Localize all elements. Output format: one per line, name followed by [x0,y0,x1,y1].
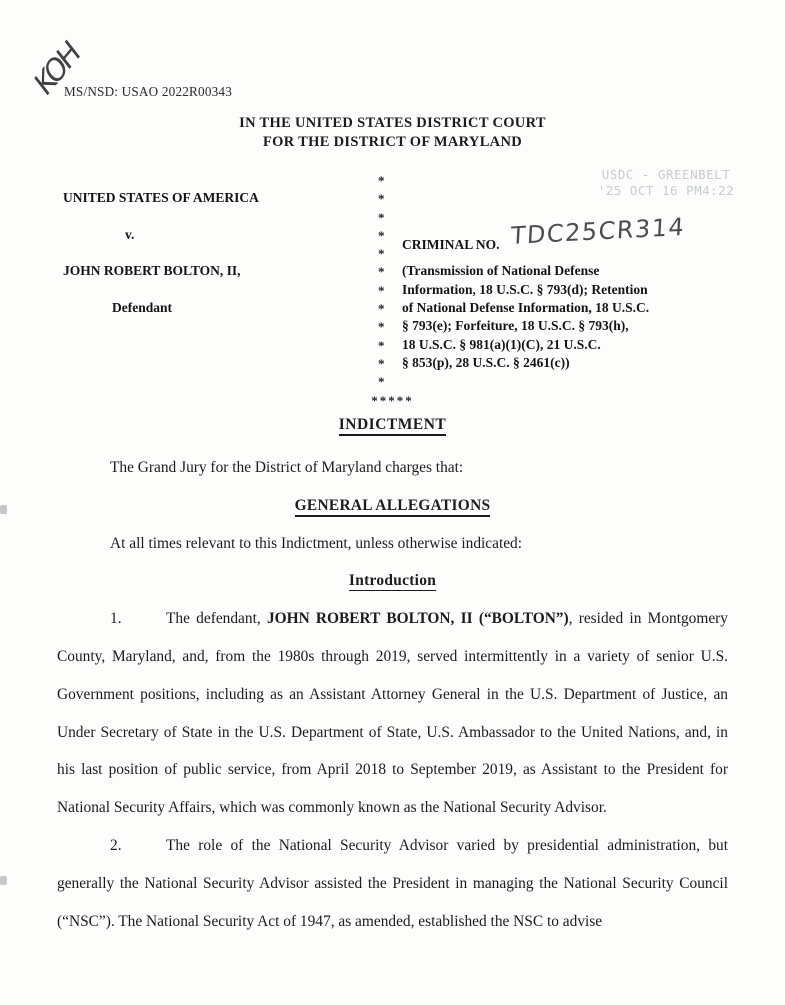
caption-star: * [378,282,385,298]
caption-star: * [378,191,385,207]
caption-row [0,300,785,318]
caption-star: * [378,173,385,188]
caption-star: * [378,319,385,335]
applicability-line: At all times relevant to this Indictment, unless otherwise indicated: [110,534,523,552]
court-header-line1: IN THE UNITED STATES DISTRICT COURT [239,115,546,131]
document-title [0,416,785,434]
section-heading-general-allegations [57,487,728,525]
stamp-line2: '25 OCT 16 PM4:22 [597,183,735,198]
paragraph-1-text: , resided in Montgomery County, Maryland, and, from the 1980s through 2019, served intermittently in a variety of senior U.S. Government positions, including as an Assistant Attorney General in the U.S. Department of Justice, an Under Secretary of State in the U.S. Department of State, U.S. Ambassador to the United Nations, and, in his last position of public service, from April 2018 to September 2019, as Assistant to the President for National Security Affairs, which was commonly known as the National Security Advisor. [57,610,728,817]
caption-row [0,373,785,391]
caption-row [0,337,785,355]
defendant-name-bold: JOHN ROBERT BOLTON, II (“BOLTON”) [266,610,569,628]
caption-row [0,190,785,208]
case-reference-number: MS/NSD: USAO 2022R00343 [64,84,233,99]
paragraph-2-text: The role of the National Security Advisor varied by presidential administration, but generally the National Security Advisor assisted the President in managing the National Security Council (“NSC”). The National Security Act of 1947, as amended, established the NSC to advise [57,836,728,930]
caption-row [0,355,785,373]
charges-line: § 793(e); Forfeiture, 18 U.S.C. § 793(h), [402,318,629,334]
criminal-number-label: CRIMINAL NO. [402,236,500,252]
caption-star: * [378,246,385,262]
caption-closing-stars: ***** [371,393,414,408]
caption-row [0,172,785,190]
paragraph-1-text: The defendant, [166,610,267,628]
subsection-heading-introduction [57,562,728,600]
caption-star: * [378,337,385,353]
caption-row [0,245,785,263]
court-header-line2: FOR THE DISTRICT OF MARYLAND [263,134,522,150]
section-heading-text: GENERAL ALLEGATIONS [295,497,491,517]
charges-line: § 853(p), 28 U.S.C. § 2461(c)) [402,354,570,370]
caption-star: * [378,209,385,225]
handwritten-initials: KOH [28,34,85,104]
defendant-label: Defendant [112,300,172,316]
caption-star: * [378,301,385,317]
scan-artifact [0,876,7,885]
caption-row [0,282,785,300]
document-body [57,449,728,940]
charges-line: 18 U.S.C. § 981(a)(1)(C), 21 U.S.C. [402,336,601,352]
paragraph-1 [57,600,728,827]
case-caption [0,172,785,392]
caption-row [0,263,785,281]
caption-row [0,212,785,252]
paragraph-number: 1. [110,610,122,628]
caption-star: * [378,227,385,243]
court-header [0,114,785,152]
versus-label: v. [125,226,135,242]
defendant-name: JOHN ROBERT BOLTON, II, [63,263,241,279]
stamp-line1: USDC - GREENBELT [601,167,731,182]
charges-line: of National Defense Information, 18 U.S.C. [402,300,650,316]
scan-artifact [0,505,7,514]
caption-star: * [378,355,385,371]
plaintiff-name: UNITED STATES OF AMERICA [63,190,259,206]
document-title-text: INDICTMENT [339,416,446,436]
caption-row [0,318,785,336]
subsection-heading-text: Introduction [348,572,437,590]
paragraph-2 [57,827,728,940]
charges-line: (Transmission of National Defense [402,263,600,279]
paragraph-number: 2. [110,836,122,854]
caption-star: * [378,374,385,390]
caption-star: * [378,264,385,280]
grand-jury-charging-line: The Grand Jury for the District of Maryland charges that: [110,459,464,476]
charges-line: Information, 18 U.S.C. § 793(d); Retention [402,281,648,297]
handwritten-case-number: TDC25CR314 [509,212,686,250]
